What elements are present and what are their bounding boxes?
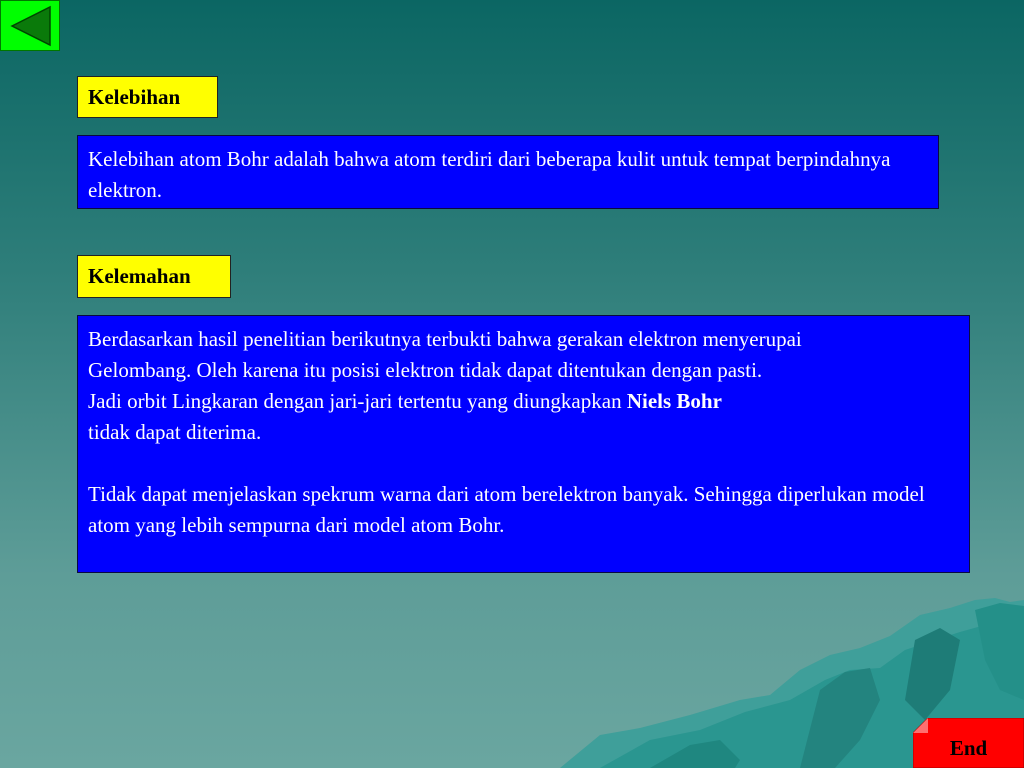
weaknesses-line-2: Gelombang. Oleh karena itu posisi elektron tidak dapat ditentukan dengan pasti. xyxy=(88,358,763,382)
end-button[interactable] xyxy=(913,718,1024,768)
weaknesses-text-box xyxy=(77,315,970,573)
niels-bohr-name: Niels Bohr xyxy=(626,389,722,413)
weaknesses-line-4: tidak dapat diterima. xyxy=(88,420,262,444)
paragraph-gap xyxy=(88,448,959,479)
weaknesses-line-3-text: Jadi orbit Lingkaran dengan jari-jari tertentu yang diungkapkan xyxy=(88,389,627,413)
advantages-text-box xyxy=(77,135,939,209)
weaknesses-line-1: Berdasarkan hasil penelitian berikutnya terbukti bahwa gerakan elektron menyerupai xyxy=(88,327,802,351)
weaknesses-paragraph-2: Tidak dapat menjelaskan spekrum warna dari atom berelektron banyak. Sehingga diperlukan model atom yang lebih sempurna dari model atom Bohr. xyxy=(88,482,925,537)
advantages-heading-text: Kelebihan xyxy=(88,85,181,109)
triangle-left-icon xyxy=(1,1,61,52)
end-button-label: End xyxy=(949,736,988,760)
weaknesses-heading-text: Kelemahan xyxy=(88,264,191,288)
advantages-heading xyxy=(77,76,218,118)
advantages-body: Kelebihan atom Bohr adalah bahwa atom terdiri dari beberapa kulit untuk tempat berpindahnya elektron. xyxy=(88,147,891,202)
weaknesses-line-3 xyxy=(88,386,959,417)
back-button[interactable] xyxy=(0,0,60,51)
weaknesses-heading xyxy=(77,255,231,298)
